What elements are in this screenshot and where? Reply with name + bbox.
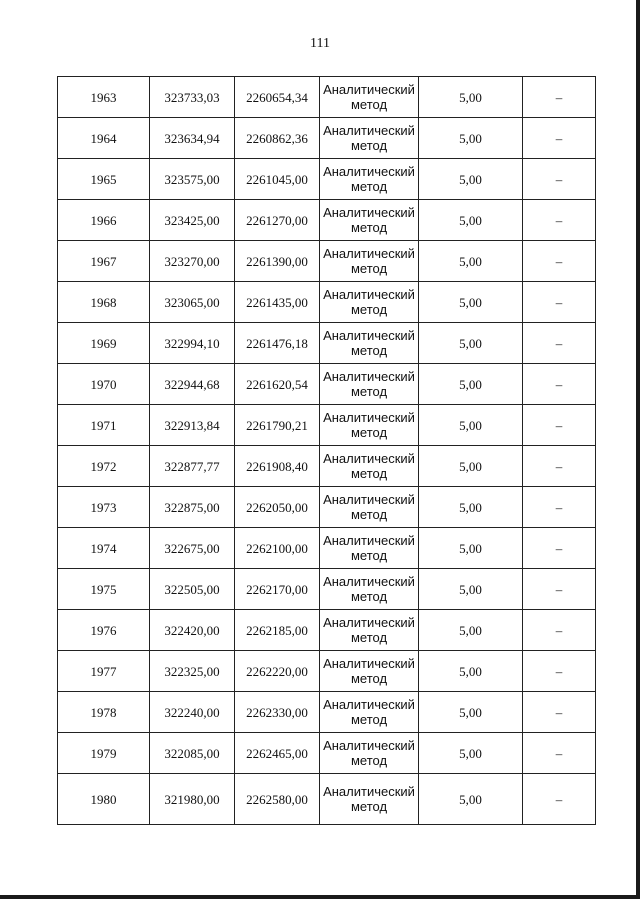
method-line-2: метод	[350, 507, 388, 522]
table-row	[58, 323, 596, 364]
coordinate-y: 2262220,00	[235, 651, 320, 692]
accuracy-value: 5,00	[419, 241, 523, 282]
table-row	[58, 651, 596, 692]
method-line-1: Аналитический	[323, 328, 415, 343]
table-row	[58, 692, 596, 733]
coordinate-x: 323270,00	[150, 241, 235, 282]
coordinate-y: 2262050,00	[235, 487, 320, 528]
table-row	[58, 159, 596, 200]
note-dash: –	[523, 200, 596, 241]
method-line-2: метод	[350, 220, 388, 235]
coordinate-y: 2261908,40	[235, 446, 320, 487]
determination-method	[320, 528, 419, 569]
method-line-2: метод	[350, 97, 388, 112]
coordinate-x: 323733,03	[150, 77, 235, 118]
point-number: 1976	[58, 610, 150, 651]
point-number: 1978	[58, 692, 150, 733]
point-number: 1969	[58, 323, 150, 364]
determination-method	[320, 569, 419, 610]
accuracy-value: 5,00	[419, 569, 523, 610]
note-dash: –	[523, 282, 596, 323]
table-row	[58, 77, 596, 118]
coordinate-x: 321980,00	[150, 774, 235, 825]
coordinate-x: 322325,00	[150, 651, 235, 692]
method-line-2: метод	[350, 384, 388, 399]
method-line-1: Аналитический	[323, 410, 415, 425]
point-number: 1971	[58, 405, 150, 446]
table-row	[58, 774, 596, 825]
coordinate-y: 2262170,00	[235, 569, 320, 610]
coordinate-x: 322420,00	[150, 610, 235, 651]
accuracy-value: 5,00	[419, 692, 523, 733]
point-number: 1965	[58, 159, 150, 200]
point-number: 1972	[58, 446, 150, 487]
coordinate-x: 323425,00	[150, 200, 235, 241]
note-dash: –	[523, 487, 596, 528]
note-dash: –	[523, 692, 596, 733]
method-line-2: метод	[350, 630, 388, 645]
accuracy-value: 5,00	[419, 323, 523, 364]
page-number: 111	[310, 36, 330, 51]
determination-method	[320, 159, 419, 200]
coordinate-y: 2262580,00	[235, 774, 320, 825]
accuracy-value: 5,00	[419, 651, 523, 692]
table-row	[58, 364, 596, 405]
method-line-1: Аналитический	[323, 492, 415, 507]
coordinate-x: 323575,00	[150, 159, 235, 200]
accuracy-value: 5,00	[419, 118, 523, 159]
note-dash: –	[523, 651, 596, 692]
method-line-1: Аналитический	[323, 82, 415, 97]
method-line-1: Аналитический	[323, 615, 415, 630]
note-dash: –	[523, 405, 596, 446]
coordinate-x: 322877,77	[150, 446, 235, 487]
accuracy-value: 5,00	[419, 200, 523, 241]
point-number: 1977	[58, 651, 150, 692]
determination-method	[320, 610, 419, 651]
point-number: 1966	[58, 200, 150, 241]
determination-method	[320, 651, 419, 692]
coordinate-x: 322944,68	[150, 364, 235, 405]
method-line-1: Аналитический	[323, 287, 415, 302]
table-row	[58, 487, 596, 528]
table-row	[58, 610, 596, 651]
method-line-1: Аналитический	[323, 246, 415, 261]
table-row	[58, 405, 596, 446]
accuracy-value: 5,00	[419, 77, 523, 118]
accuracy-value: 5,00	[419, 446, 523, 487]
point-number: 1963	[58, 77, 150, 118]
coordinate-x: 322505,00	[150, 569, 235, 610]
table-body	[58, 77, 596, 825]
method-line-2: метод	[350, 343, 388, 358]
determination-method	[320, 323, 419, 364]
determination-method	[320, 77, 419, 118]
table-row	[58, 733, 596, 774]
accuracy-value: 5,00	[419, 733, 523, 774]
table-row	[58, 446, 596, 487]
method-line-1: Аналитический	[323, 451, 415, 466]
method-line-1: Аналитический	[323, 738, 415, 753]
method-line-1: Аналитический	[323, 369, 415, 384]
note-dash: –	[523, 241, 596, 282]
note-dash: –	[523, 118, 596, 159]
accuracy-value: 5,00	[419, 610, 523, 651]
method-line-2: метод	[350, 302, 388, 317]
accuracy-value: 5,00	[419, 405, 523, 446]
point-number: 1968	[58, 282, 150, 323]
coordinate-y: 2262100,00	[235, 528, 320, 569]
determination-method	[320, 405, 419, 446]
determination-method	[320, 774, 419, 825]
point-number: 1964	[58, 118, 150, 159]
method-line-2: метод	[350, 261, 388, 276]
coordinate-x: 322994,10	[150, 323, 235, 364]
coordinate-y: 2261390,00	[235, 241, 320, 282]
note-dash: –	[523, 159, 596, 200]
method-line-2: метод	[350, 799, 388, 814]
note-dash: –	[523, 610, 596, 651]
determination-method	[320, 487, 419, 528]
method-line-2: метод	[350, 753, 388, 768]
coordinate-x: 323065,00	[150, 282, 235, 323]
coordinate-x: 322085,00	[150, 733, 235, 774]
coordinate-y: 2260862,36	[235, 118, 320, 159]
method-line-1: Аналитический	[323, 784, 415, 799]
coordinate-y: 2262465,00	[235, 733, 320, 774]
method-line-2: метод	[350, 425, 388, 440]
coordinate-y: 2262330,00	[235, 692, 320, 733]
scan-edge-bottom	[0, 895, 640, 899]
table-row	[58, 241, 596, 282]
note-dash: –	[523, 77, 596, 118]
determination-method	[320, 446, 419, 487]
point-number: 1975	[58, 569, 150, 610]
method-line-1: Аналитический	[323, 164, 415, 179]
table-row	[58, 282, 596, 323]
method-line-1: Аналитический	[323, 205, 415, 220]
point-number: 1973	[58, 487, 150, 528]
coordinate-x: 323634,94	[150, 118, 235, 159]
note-dash: –	[523, 364, 596, 405]
note-dash: –	[523, 323, 596, 364]
accuracy-value: 5,00	[419, 282, 523, 323]
coordinate-x: 322875,00	[150, 487, 235, 528]
table-row	[58, 569, 596, 610]
coordinate-y: 2261620,54	[235, 364, 320, 405]
method-line-2: метод	[350, 466, 388, 481]
coordinate-y: 2261476,18	[235, 323, 320, 364]
coordinate-x: 322913,84	[150, 405, 235, 446]
method-line-1: Аналитический	[323, 533, 415, 548]
note-dash: –	[523, 569, 596, 610]
method-line-2: метод	[350, 138, 388, 153]
table-row	[58, 200, 596, 241]
method-line-2: метод	[350, 712, 388, 727]
determination-method	[320, 118, 419, 159]
method-line-1: Аналитический	[323, 656, 415, 671]
determination-method	[320, 200, 419, 241]
determination-method	[320, 364, 419, 405]
method-line-2: метод	[350, 179, 388, 194]
table-row	[58, 118, 596, 159]
coordinate-y: 2260654,34	[235, 77, 320, 118]
coordinate-x: 322675,00	[150, 528, 235, 569]
coordinate-x: 322240,00	[150, 692, 235, 733]
coordinate-y: 2261790,21	[235, 405, 320, 446]
note-dash: –	[523, 733, 596, 774]
accuracy-value: 5,00	[419, 774, 523, 825]
accuracy-value: 5,00	[419, 528, 523, 569]
coordinate-y: 2262185,00	[235, 610, 320, 651]
scan-edge-right	[636, 0, 640, 899]
method-line-1: Аналитический	[323, 697, 415, 712]
point-number: 1967	[58, 241, 150, 282]
point-number: 1980	[58, 774, 150, 825]
method-line-1: Аналитический	[323, 574, 415, 589]
note-dash: –	[523, 774, 596, 825]
method-line-2: метод	[350, 548, 388, 563]
determination-method	[320, 282, 419, 323]
coordinate-y: 2261045,00	[235, 159, 320, 200]
method-line-1: Аналитический	[323, 123, 415, 138]
coordinate-y: 2261270,00	[235, 200, 320, 241]
accuracy-value: 5,00	[419, 364, 523, 405]
accuracy-value: 5,00	[419, 487, 523, 528]
coordinate-y: 2261435,00	[235, 282, 320, 323]
determination-method	[320, 692, 419, 733]
determination-method	[320, 733, 419, 774]
accuracy-value: 5,00	[419, 159, 523, 200]
method-line-2: метод	[350, 589, 388, 604]
note-dash: –	[523, 528, 596, 569]
note-dash: –	[523, 446, 596, 487]
point-number: 1979	[58, 733, 150, 774]
method-line-2: метод	[350, 671, 388, 686]
coordinates-table	[57, 76, 596, 825]
determination-method	[320, 241, 419, 282]
point-number: 1970	[58, 364, 150, 405]
point-number: 1974	[58, 528, 150, 569]
table-row	[58, 528, 596, 569]
